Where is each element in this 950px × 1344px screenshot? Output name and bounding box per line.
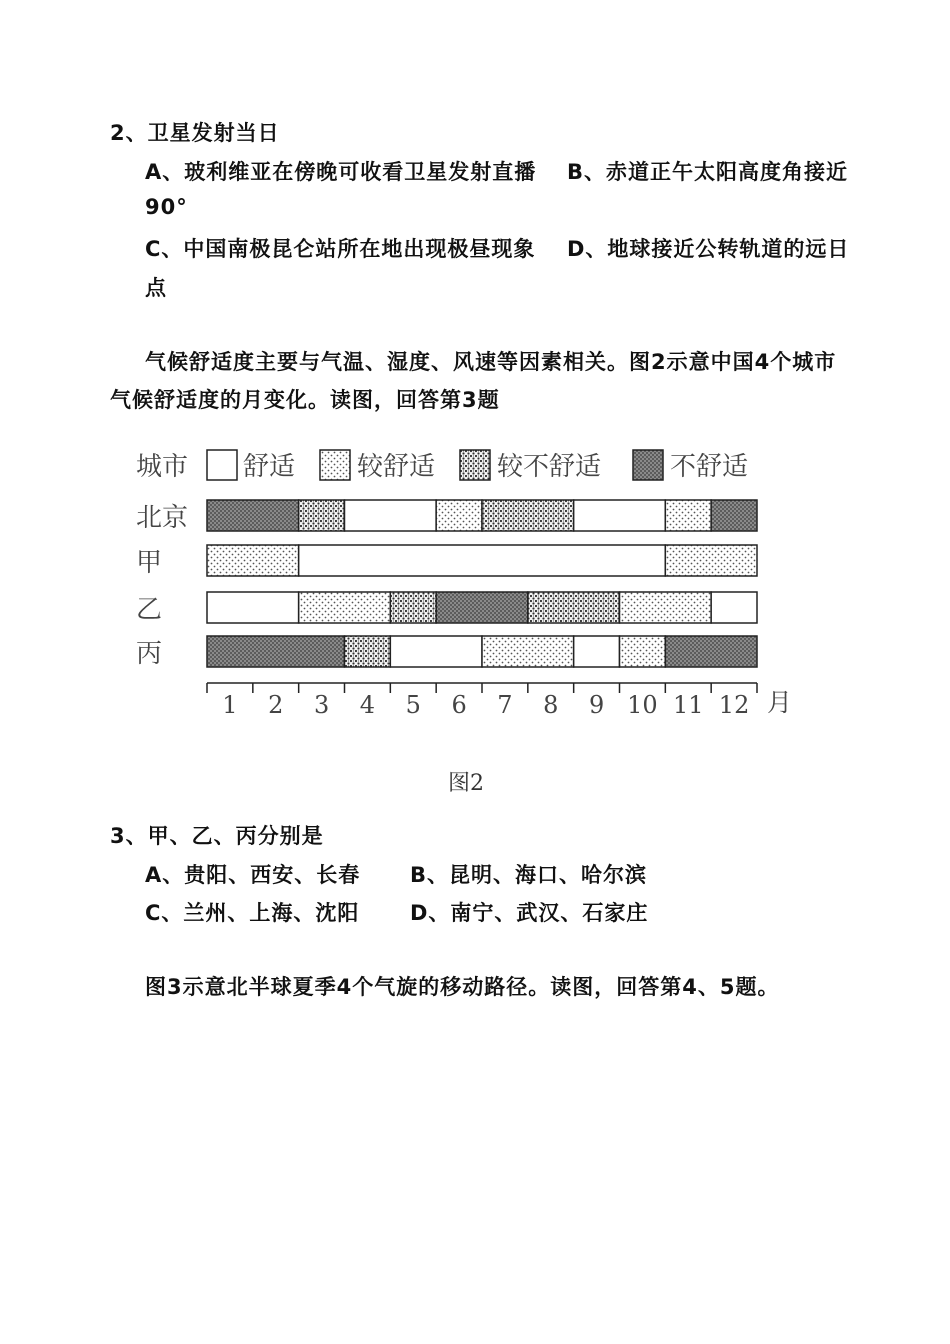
q2-option-c: C、中国南极昆仑站所在地出现极昼现象 — [145, 237, 536, 261]
tick-label: 7 — [497, 691, 513, 719]
tick-label: 4 — [359, 691, 376, 719]
legend-swatch-uncomfortable — [633, 450, 663, 480]
row-label: 乙 — [136, 595, 163, 625]
bar-segment-comfortable — [574, 500, 666, 531]
bar-segment-fairly_un — [482, 500, 574, 531]
bar-segment-fairly_un — [299, 500, 345, 531]
bar-segment-comfortable — [390, 636, 482, 667]
bar-segment-uncomfortable — [207, 500, 299, 531]
q2-option-d: D、地球接近公转轨道的远日 — [567, 237, 850, 261]
bar-segment-fairly — [665, 500, 711, 531]
row-label: 北京 — [136, 503, 189, 533]
month-axis — [207, 683, 792, 719]
tick-label: 3 — [313, 691, 330, 719]
tick-label: 8 — [543, 691, 559, 719]
intro-line-2: 气候舒适度的月变化。读图，回答第3题 — [110, 388, 500, 412]
bar-segment-fairly — [299, 592, 391, 623]
legend-label-uncomfortable: 不舒适 — [670, 452, 749, 482]
q3-option-c: C、兰州、上海、沈阳 — [145, 901, 360, 925]
q3-option-a: A、贵阳、西安、长春 — [145, 863, 361, 887]
row-label: 丙 — [136, 639, 163, 669]
bar-segment-uncomfortable — [665, 636, 757, 667]
bar-segment-comfortable — [207, 592, 299, 623]
bar-segment-fairly — [620, 592, 712, 623]
tick-label: 6 — [451, 691, 467, 719]
bar-segment-fairly — [207, 545, 299, 576]
figure-caption: 图2 — [448, 771, 484, 796]
tick-label: 12 — [718, 691, 750, 719]
tick-label: 1 — [222, 691, 238, 719]
q2-option-b: B、赤道正午太阳高度角接近 — [567, 160, 849, 184]
tick-label: 2 — [268, 691, 284, 719]
q3-option-b: B、昆明、海口、哈尔滨 — [410, 863, 648, 887]
legend-label-comfortable: 舒适 — [243, 452, 296, 482]
legend-swatch-fairly — [320, 450, 350, 480]
q2-option-d-continued: 点 — [145, 276, 167, 300]
intro-line-1: 气候舒适度主要与气温、湿度、风速等因素相关。图2示意中国4个城市 — [145, 350, 837, 374]
q3-option-d: D、南宁、武汉、石家庄 — [410, 901, 649, 925]
bar-segment-fairly — [482, 636, 574, 667]
legend-label-fairly_un: 较不舒适 — [497, 452, 602, 482]
tick-label: 9 — [588, 691, 605, 719]
bar-segment-uncomfortable — [436, 592, 528, 623]
legend-swatch-comfortable — [207, 450, 237, 480]
chart-rows — [136, 500, 757, 669]
bar-segment-fairly — [665, 545, 757, 576]
bar-segment-fairly — [620, 636, 666, 667]
bar-segment-comfortable — [345, 500, 437, 531]
bar-segment-fairly_un — [390, 592, 436, 623]
intro-figure-3: 图3示意北半球夏季4个气旋的移动路径。读图，回答第4、5题。 — [145, 975, 780, 999]
bar-segment-uncomfortable — [207, 636, 345, 667]
q2-option-a: A、玻利维亚在傍晚可收看卫星发射直播 — [145, 160, 537, 184]
q2-stem: 2、卫星发射当日 — [110, 121, 280, 145]
tick-label: 11 — [672, 691, 704, 719]
q2-option-b-continued: 90° — [145, 195, 188, 219]
row-label: 甲 — [136, 548, 163, 578]
legend-label-fairly: 较舒适 — [357, 452, 436, 482]
bar-segment-uncomfortable — [711, 500, 757, 531]
bar-segment-comfortable — [711, 592, 757, 623]
bar-segment-fairly — [436, 500, 482, 531]
q3-stem: 3、甲、乙、丙分别是 — [110, 824, 324, 848]
comfort-chart — [0, 430, 950, 730]
axis-unit: 月 — [767, 688, 793, 717]
bar-segment-fairly_un — [345, 636, 391, 667]
legend-swatch-fairly_un — [460, 450, 490, 480]
legend — [207, 450, 748, 482]
legend-title: 城市 — [136, 452, 189, 482]
bar-segment-comfortable — [299, 545, 666, 576]
bar-segment-comfortable — [574, 636, 620, 667]
tick-label: 10 — [627, 691, 658, 719]
bar-segment-fairly_un — [528, 592, 620, 623]
tick-label: 5 — [405, 691, 421, 719]
